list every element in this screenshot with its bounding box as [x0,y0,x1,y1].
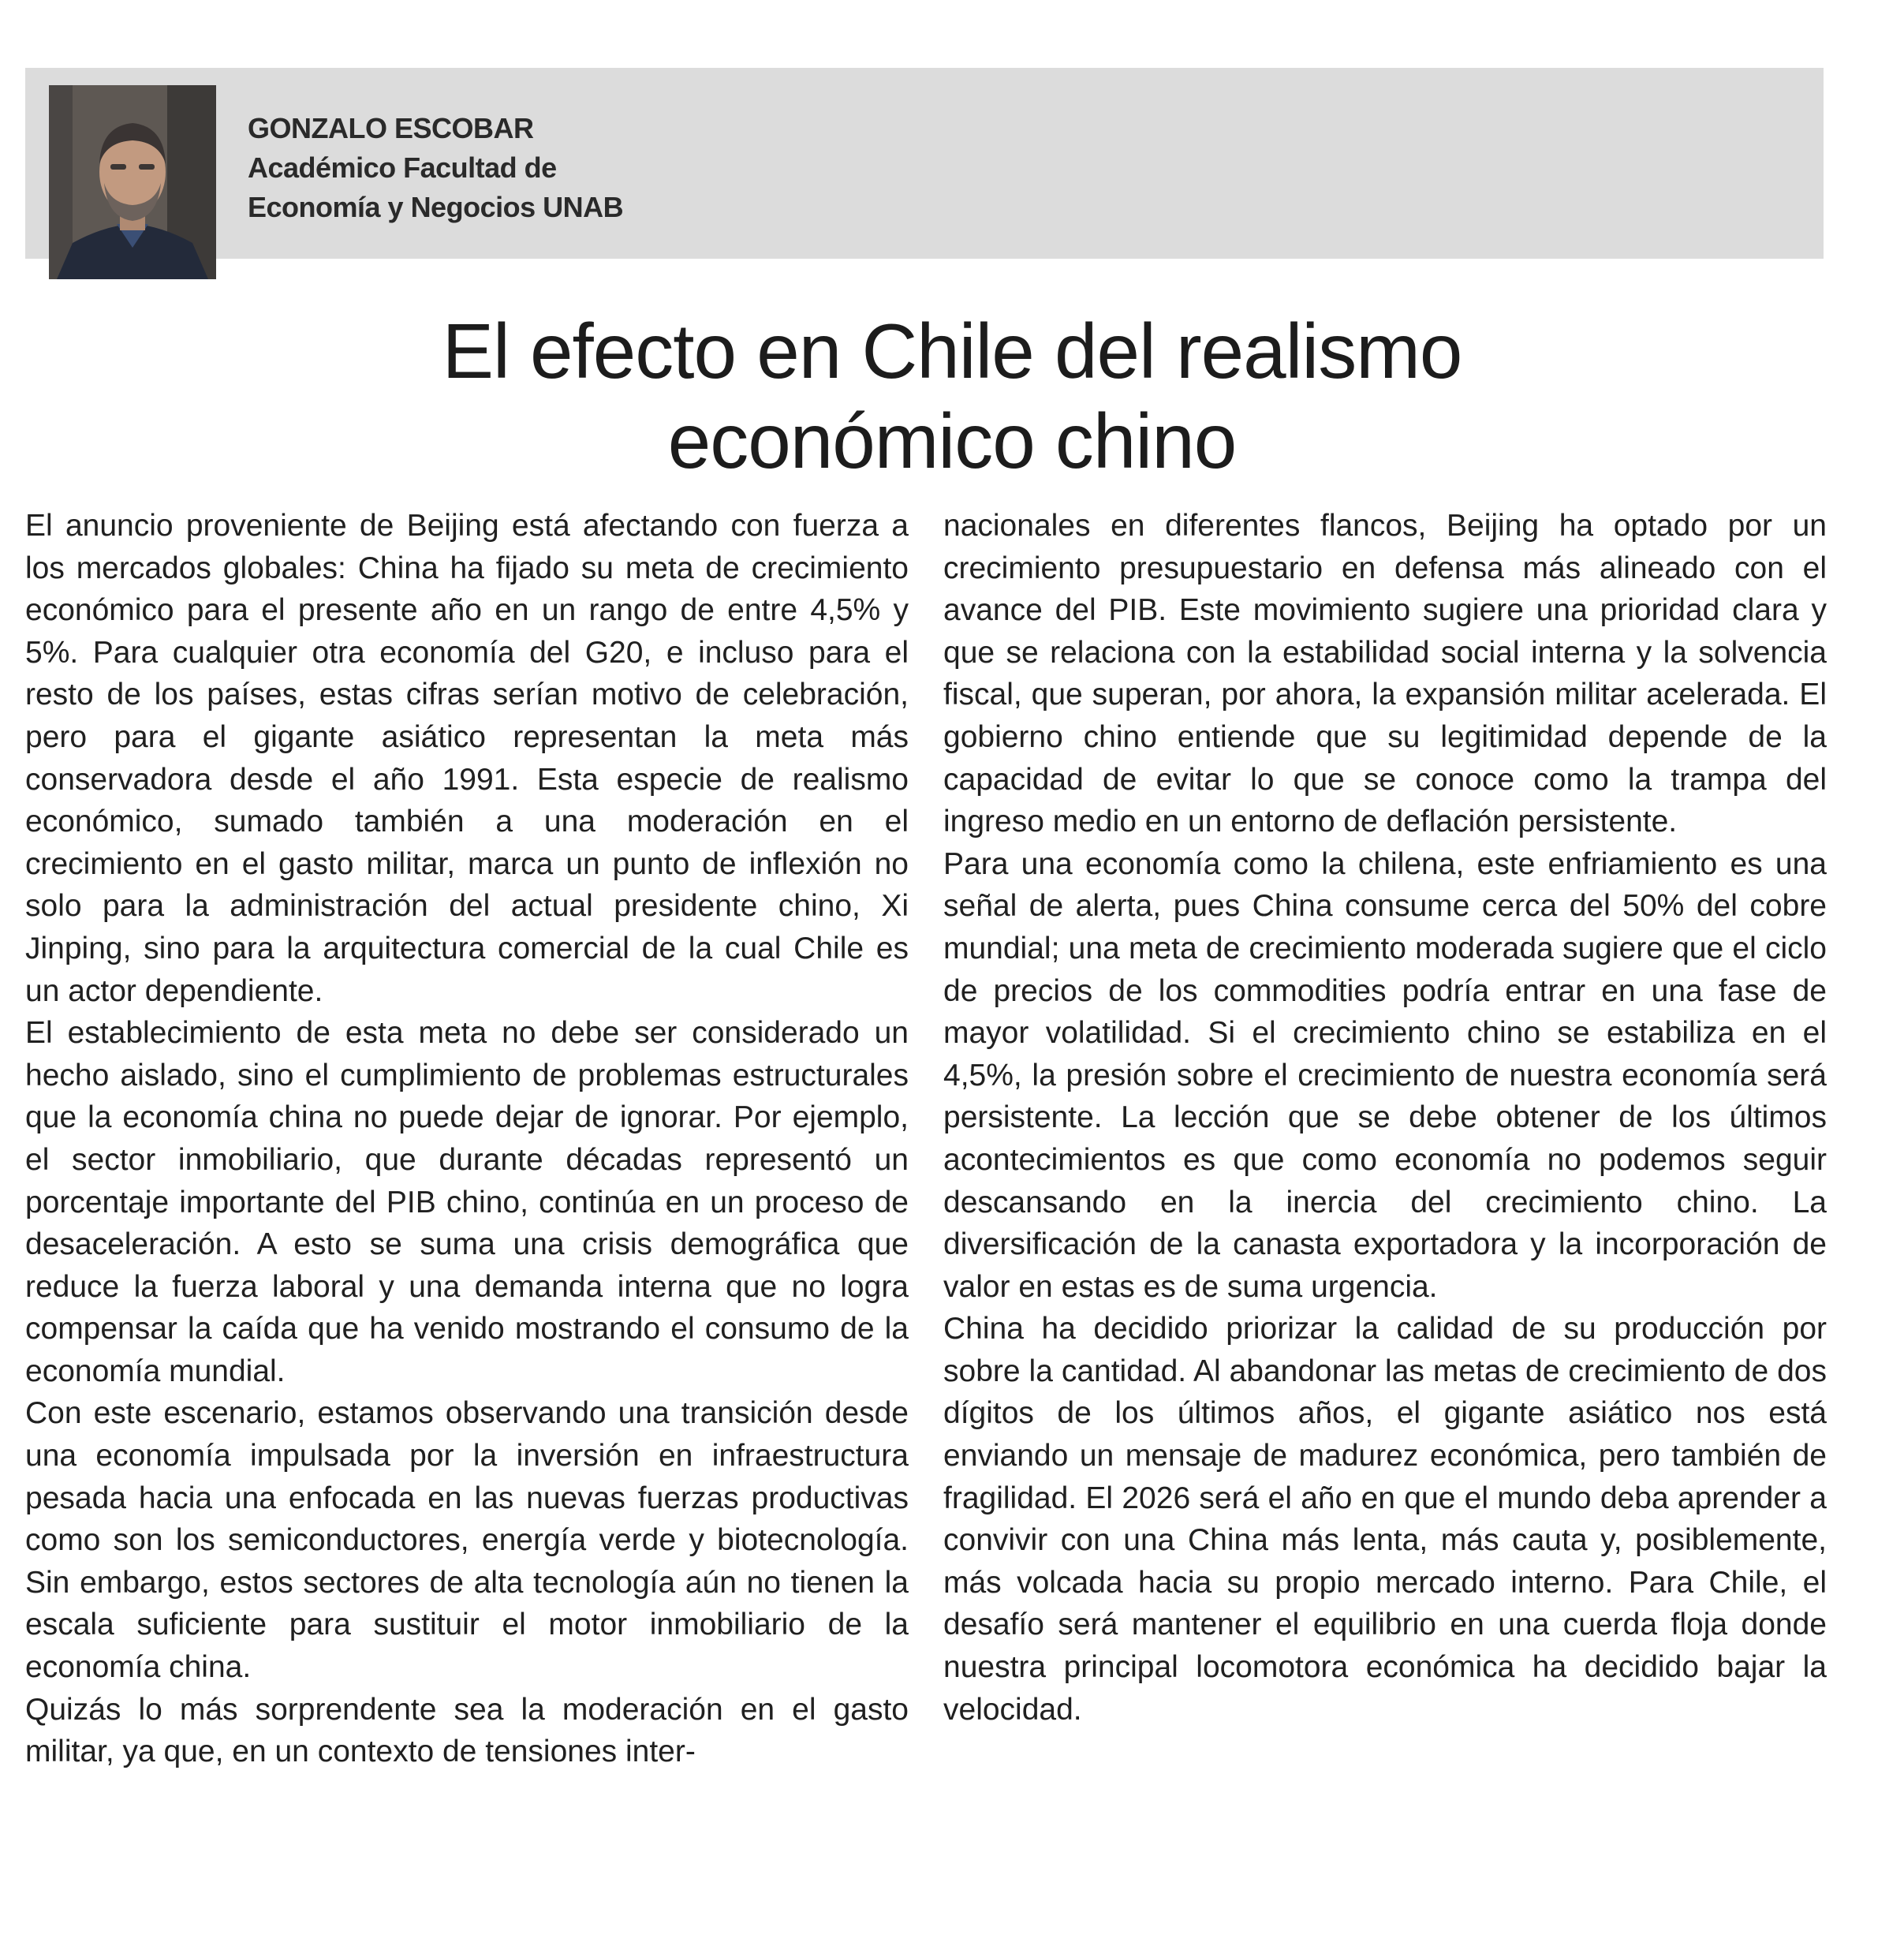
author-photo [49,85,216,279]
article-paragraph: Con este escenario, estamos observando una transición desde una economía impulsada por la inversión en infraestructura pesada hacia una enfocada en las nuevas fuerzas productivas como son los semiconductores, energía verde y biotecnología. Sin embargo, estos sectores de alta tecnología aún no tienen la escala suficiente para sustituir el motor inmobiliario de la economía china. [25,1396,909,1685]
article-paragraph: El anuncio proveniente de Beijing está afectando con fuerza a los mercados globales: China ha fijado su meta de crecimiento económico para el presente año en un rango de entre 4,5% y 5%. Para cualquier otra economía del G20, e incluso para el resto de los países, estas cifras serían motivo de celebración, pero para el gigante asiático representan la meta más conservadora desde el año 1991. Esta especie de realismo económico, sumado también a una moderación en el crecimiento en el gasto militar, marca un punto de inflexión no solo para la administración del actual presidente chino, Xi Jinping, sino para la arquitectura comercial de la cual Chile es un actor dependiente. [25,509,909,1008]
author-role-line-1: Académico Facultad de [248,151,557,184]
author-role-line-2: Economía y Negocios UNAB [248,191,624,223]
article-column-right [943,505,1827,1731]
author-name: GONZALO ESCOBAR [248,112,534,144]
article-paragraph: Quizás lo más sorprendente sea la moderación en el gasto militar, ya que, en un contexto de tensiones inter- [25,1692,909,1769]
article-paragraph: China ha decidido priorizar la calidad de su producción por sobre la cantidad. Al abandonar las metas de crecimiento de dos dígitos de los últimos años, el gigante asiático nos está enviando un mensaje de madurez económica, pero también de fragilidad. El 2026 será el año en que el mundo deba aprender a convivir con una China más lenta, más cauta y, posiblemente, más volcada hacia su propio mercado interno. Para Chile, el desafío será mantener el equilibrio en una cuerda floja donde nuestra principal locomotora económica ha decidido bajar la velocidad. [943,1312,1827,1727]
author-portrait-image [49,85,216,279]
article-column-left [25,505,909,1773]
article-paragraph: nacionales en diferentes flancos, Beijing ha optado por un crecimiento presupuestario en defensa más alineado con el avance del PIB. Este movimiento sugiere una prioridad clara y que se relaciona con la estabilidad social interna y la solvencia fiscal, que superan, por ahora, la expansión militar acelerada. El gobierno chino entiende que su legitimidad depende de la capacidad de evitar lo que se conoce como la trampa del ingreso medio en un entorno de deflación persistente. [943,509,1827,839]
article-paragraph: El establecimiento de esta meta no debe ser considerado un hecho aislado, sino el cumplimiento de problemas estructurales que la economía china no puede dejar de ignorar. Por ejemplo, el sector inmobiliario, que durante décadas representó un porcentaje importante del PIB chino, continúa en un proceso de desaceleración. A esto se suma una crisis demográfica que reduce la fuerza laboral y una demanda interna que no logra compensar la caída que ha venido mostrando el consumo de la economía mundial. [25,1016,909,1388]
article-paragraph: Para una economía como la chilena, este enfriamiento es una señal de alerta, pues China consume cerca del 50% del cobre mundial; una meta de crecimiento moderada sugiere que el ciclo de precios de los commodities podría entrar en una fase de mayor volatilidad. Si el crecimiento chino se estabiliza en el 4,5%, la presión sobre el crecimiento de nuestra economía será persistente. La lección que se debe obtener de los últimos acontecimientos es que como economía no podemos seguir descansando en la inercia del crecimiento chino. La diversificación de la canasta exportadora y la incorporación de valor en estas es de suma urgencia. [943,846,1827,1304]
article-title-line-1: El efecto en Chile del realismo [442,308,1462,394]
author-byline [248,109,623,227]
article-title-line-2: económico chino [667,398,1237,484]
article-title [0,306,1904,486]
